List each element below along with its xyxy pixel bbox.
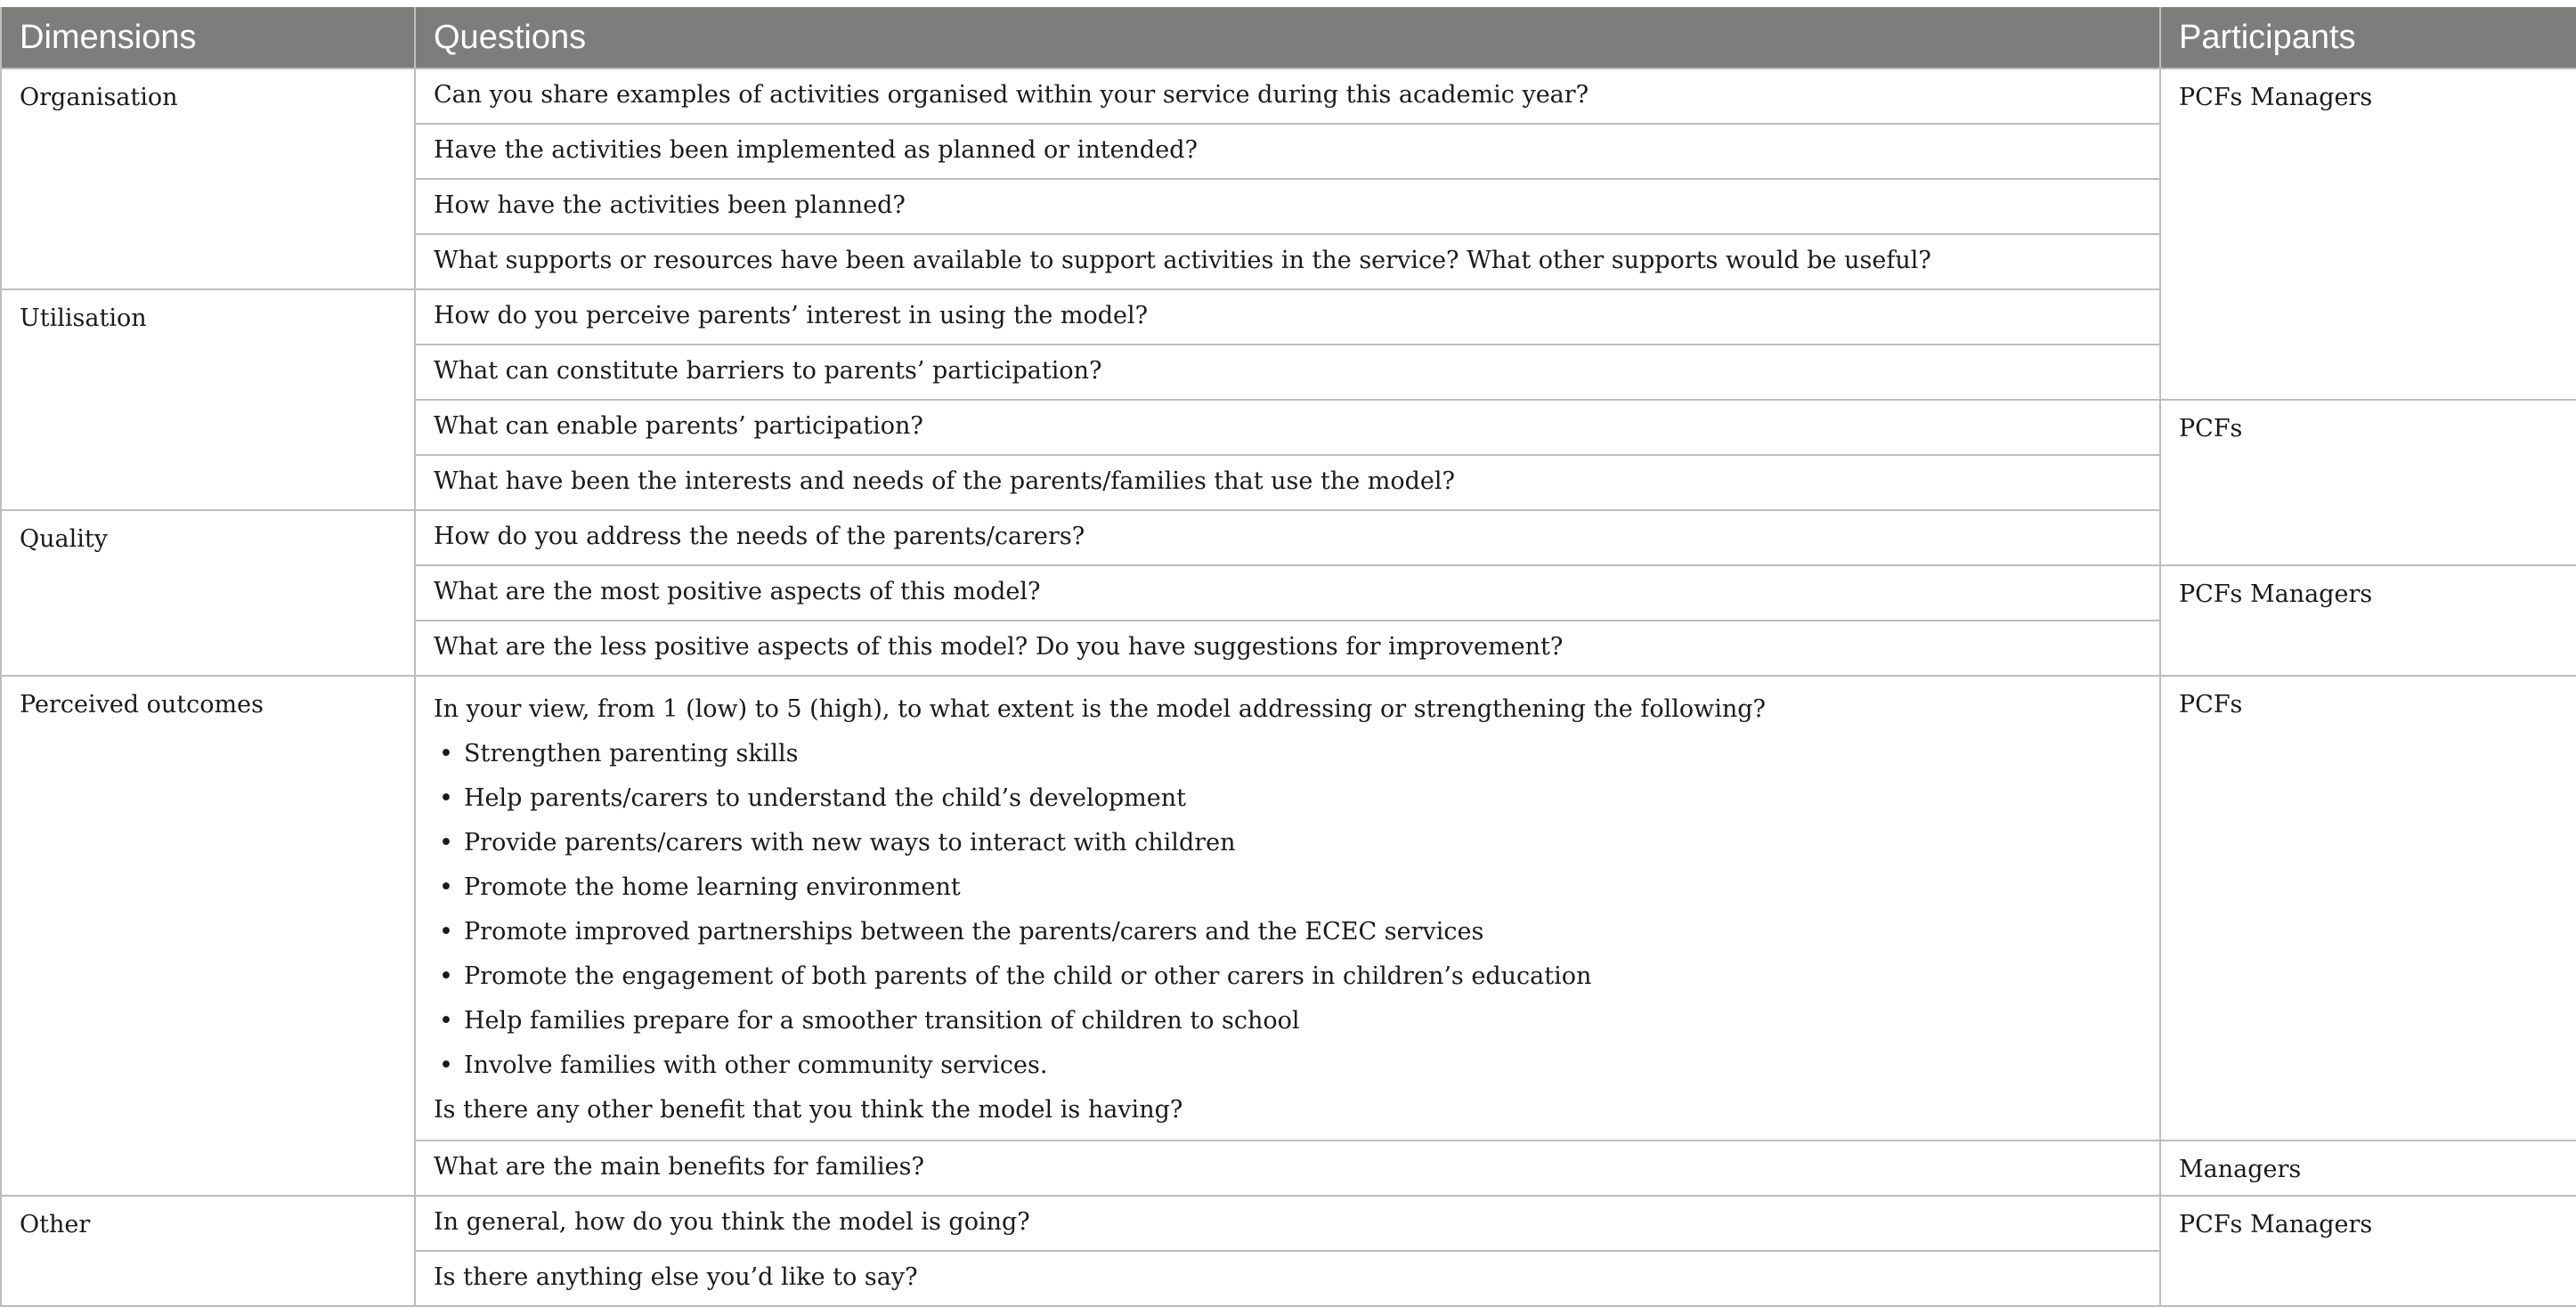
question-cell: Can you share examples of activities organised within your service during this academic year? — [415, 69, 2160, 124]
table-header-row — [1, 7, 2576, 69]
list-item: • Help families prepare for a smoother transition of children to school — [434, 999, 2141, 1043]
header-questions: Questions — [415, 7, 2160, 69]
participants-cell: PCFs — [2160, 400, 2576, 565]
question-cell: Have the activities been implemented as planned or intended? — [415, 124, 2160, 179]
participants-cell: PCFs Managers — [2160, 1196, 2576, 1306]
outcomes-intro: In your view, from 1 (low) to 5 (high), to what extent is the model addressing or strengthening the following? — [434, 695, 1767, 723]
dimension-cell-perceived-outcomes: Perceived outcomes — [1, 676, 415, 1196]
header-dimensions: Dimensions — [1, 7, 415, 69]
outcomes-list — [434, 732, 2141, 1088]
question-cell: What are the less positive aspects of this model? Do you have suggestions for improvement? — [415, 621, 2160, 676]
dimension-cell-quality: Quality — [1, 510, 415, 676]
dimension-cell-other: Other — [1, 1196, 415, 1306]
question-cell: In general, how do you think the model is going? — [415, 1196, 2160, 1251]
question-cell: What are the most positive aspects of this model? — [415, 565, 2160, 621]
list-item: • Provide parents/carers with new ways to interact with children — [434, 821, 2141, 865]
question-cell: How have the activities been planned? — [415, 179, 2160, 234]
participants-cell: PCFs Managers — [2160, 69, 2576, 400]
question-cell: What have been the interests and needs of the parents/families that use the model? — [415, 455, 2160, 510]
table-row — [1, 69, 2576, 124]
participants-cell: PCFs Managers — [2160, 565, 2576, 676]
list-item: • Promote the home learning environment — [434, 865, 2141, 910]
header-participants: Participants — [2160, 7, 2576, 69]
dimension-cell-utilisation: Utilisation — [1, 289, 415, 510]
questions-table-container — [0, 7, 2576, 1307]
participants-cell: Managers — [2160, 1141, 2576, 1196]
question-cell: What are the main benefits for families? — [415, 1141, 2160, 1196]
question-cell: What can constitute barriers to parents’ participation? — [415, 345, 2160, 400]
participants-cell: PCFs — [2160, 676, 2576, 1141]
question-cell: How do you address the needs of the parents/carers? — [415, 510, 2160, 565]
dimension-cell-organisation: Organisation — [1, 69, 415, 289]
list-item: • Promote improved partnerships between the parents/carers and the ECEC services — [434, 910, 2141, 954]
question-cell: What can enable parents’ participation? — [415, 400, 2160, 455]
interview-questions-table — [0, 7, 2576, 1307]
list-item: • Promote the engagement of both parents of the child or other carers in children’s education — [434, 954, 2141, 999]
table-row — [1, 1196, 2576, 1251]
outcomes-outro: Is there any other benefit that you think the model is having? — [434, 1096, 1183, 1124]
list-item: • Involve families with other community services. — [434, 1043, 2141, 1088]
outcomes-question-cell — [415, 676, 2160, 1141]
list-item: • Strengthen parenting skills — [434, 732, 2141, 776]
question-cell: What supports or resources have been available to support activities in the service? What other supports would be useful? — [415, 234, 2160, 289]
list-item: • Help parents/carers to understand the child’s development — [434, 776, 2141, 821]
table-row — [1, 676, 2576, 1141]
question-cell: Is there anything else you’d like to say? — [415, 1251, 2160, 1306]
question-cell: How do you perceive parents’ interest in using the model? — [415, 289, 2160, 345]
